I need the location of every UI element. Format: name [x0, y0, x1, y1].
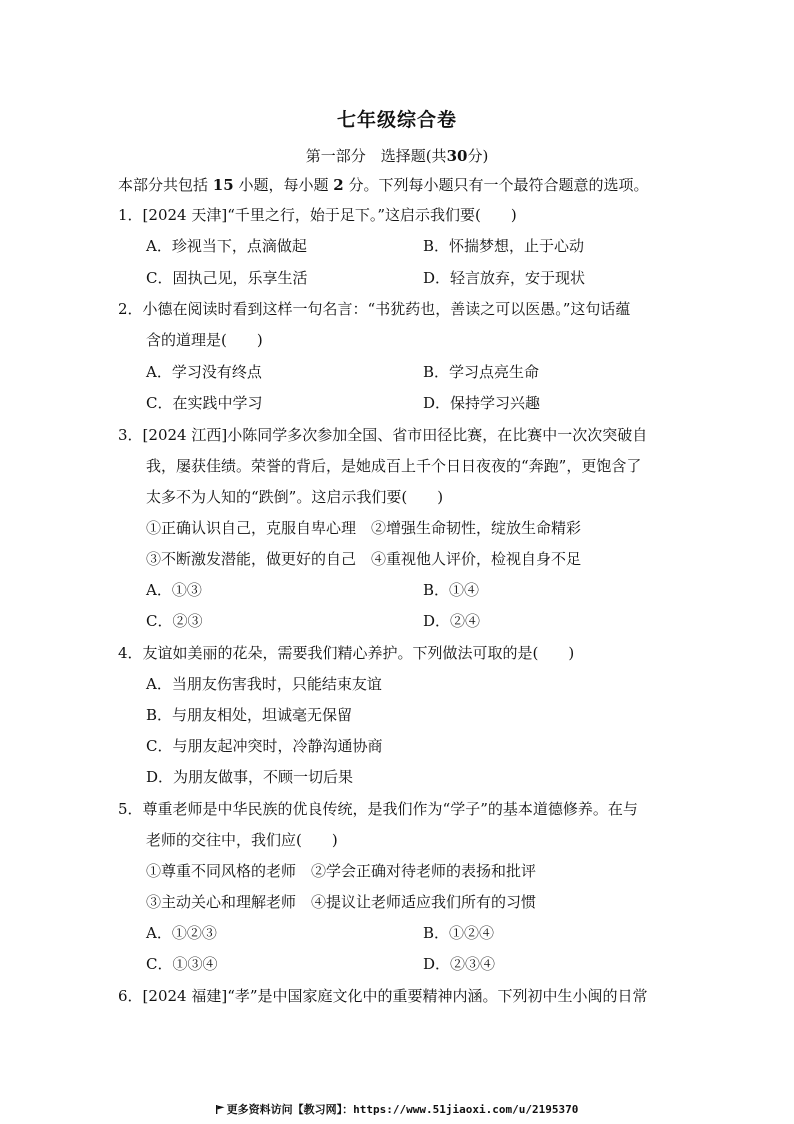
question-4-option-c[interactable]: C．与朋友起冲突时，冷静沟通协商 — [146, 737, 383, 755]
footer-text: 更多资料访问【教习网】：https://www.51jiaoxi.com/u/2195370 — [226, 1103, 579, 1116]
section-heading — [0, 145, 794, 166]
question-1-option-c[interactable]: C．固执己见，乐享生活 — [146, 269, 308, 287]
question-text: [2024 天津]“千里之行，始于足下。”这启示我们要( ) — [142, 206, 517, 224]
section-name: 第一部分 选择题(共 — [305, 147, 447, 165]
question-5-statements-1: ①尊重不同风格的老师 ②学会正确对待老师的表扬和批评 — [146, 862, 537, 880]
question-3-stem-cont-1: 我，屡获佳绩。荣誉的背后，是她成百上千个日日夜夜的“奔跑”，更饱含了 — [146, 457, 642, 475]
section-score: 30 — [446, 147, 468, 165]
intro-text-b: 小题，每小题 — [238, 176, 329, 194]
question-6-stem — [118, 986, 648, 1006]
intro-points: 2 — [333, 176, 344, 194]
flag-icon — [216, 1105, 225, 1114]
question-text: 友谊如美丽的花朵，需要我们精心养护。下列做法可取的是( ) — [142, 644, 575, 662]
footer-link[interactable] — [0, 1101, 794, 1117]
question-number: 5． — [118, 800, 143, 818]
intro-count: 15 — [212, 176, 234, 194]
question-2-option-c[interactable]: C．在实践中学习 — [146, 394, 263, 412]
instructions — [118, 175, 648, 195]
question-number: 1． — [118, 206, 143, 224]
question-number: 3． — [118, 426, 143, 444]
question-1-option-a[interactable]: A．珍视当下，点滴做起 — [146, 237, 307, 255]
section-unit: 分) — [467, 147, 489, 165]
question-text: [2024 福建]“孝”是中国家庭文化中的重要精神内涵。下列初中生小闽的日常 — [142, 987, 648, 1005]
question-3-option-b[interactable]: B．①④ — [423, 581, 480, 599]
question-text: 小德在阅读时看到这样一句名言：“书犹药也，善读之可以医愚。”这句话蕴 — [142, 300, 631, 318]
question-5-option-d[interactable]: D．②③④ — [423, 955, 496, 973]
question-5-option-c[interactable]: C．①③④ — [146, 955, 218, 973]
question-1-option-b[interactable]: B．怀揣梦想，止于心动 — [423, 237, 585, 255]
question-5-stem-cont: 老师的交往中，我们应( ) — [146, 831, 338, 849]
question-5-statements-2: ③主动关心和理解老师 ④提议让老师适应我们所有的习惯 — [146, 893, 537, 911]
intro-text-c: 分。下列每小题只有一个最符合题意的选项。 — [348, 176, 649, 194]
question-1-stem — [118, 205, 517, 225]
question-1-option-d[interactable]: D．轻言放弃，安于现状 — [423, 269, 586, 287]
question-3-option-c[interactable]: C．②③ — [146, 612, 203, 630]
question-3-option-d[interactable]: D．②④ — [423, 612, 481, 630]
question-2-stem-cont: 含的道理是( ) — [146, 331, 263, 349]
question-2-option-b[interactable]: B．学习点亮生命 — [423, 363, 540, 381]
question-3-stem — [118, 425, 647, 445]
question-number: 2． — [118, 300, 143, 318]
question-3-option-a[interactable]: A．①③ — [146, 581, 202, 599]
question-number: 6． — [118, 987, 143, 1005]
question-3-stem-cont-2: 太多不为人知的“跌倒”。这启示我们要( ) — [146, 488, 444, 506]
question-3-statements-2: ③不断激发潜能，做更好的自己 ④重视他人评价，检视自身不足 — [146, 550, 582, 568]
question-4-option-a[interactable]: A．当朋友伤害我时，只能结束友谊 — [146, 675, 382, 693]
question-5-stem — [118, 799, 638, 819]
question-4-stem — [118, 643, 574, 663]
question-number: 4． — [118, 644, 143, 662]
question-4-option-b[interactable]: B．与朋友相处，坦诚毫无保留 — [146, 706, 353, 724]
question-3-statements-1: ①正确认识自己，克服自卑心理 ②增强生命韧性，绽放生命精彩 — [146, 519, 582, 537]
intro-text-a: 本部分共包括 — [118, 176, 209, 194]
question-5-option-b[interactable]: B．①②④ — [423, 924, 495, 942]
question-5-option-a[interactable]: A．①②③ — [146, 924, 217, 942]
question-text: 尊重老师是中华民族的优良传统，是我们作为“学子”的基本道德修养。在与 — [142, 800, 638, 818]
question-2-option-d[interactable]: D．保持学习兴趣 — [423, 394, 541, 412]
page-title: 七年级综合卷 — [336, 109, 457, 131]
question-2-option-a[interactable]: A．学习没有终点 — [146, 363, 262, 381]
question-2-stem — [118, 299, 630, 319]
question-4-option-d[interactable]: D．为朋友做事，不顾一切后果 — [146, 768, 354, 786]
question-text: [2024 江西]小陈同学多次参加全国、省市田径比赛，在比赛中一次次突破自 — [142, 426, 648, 444]
